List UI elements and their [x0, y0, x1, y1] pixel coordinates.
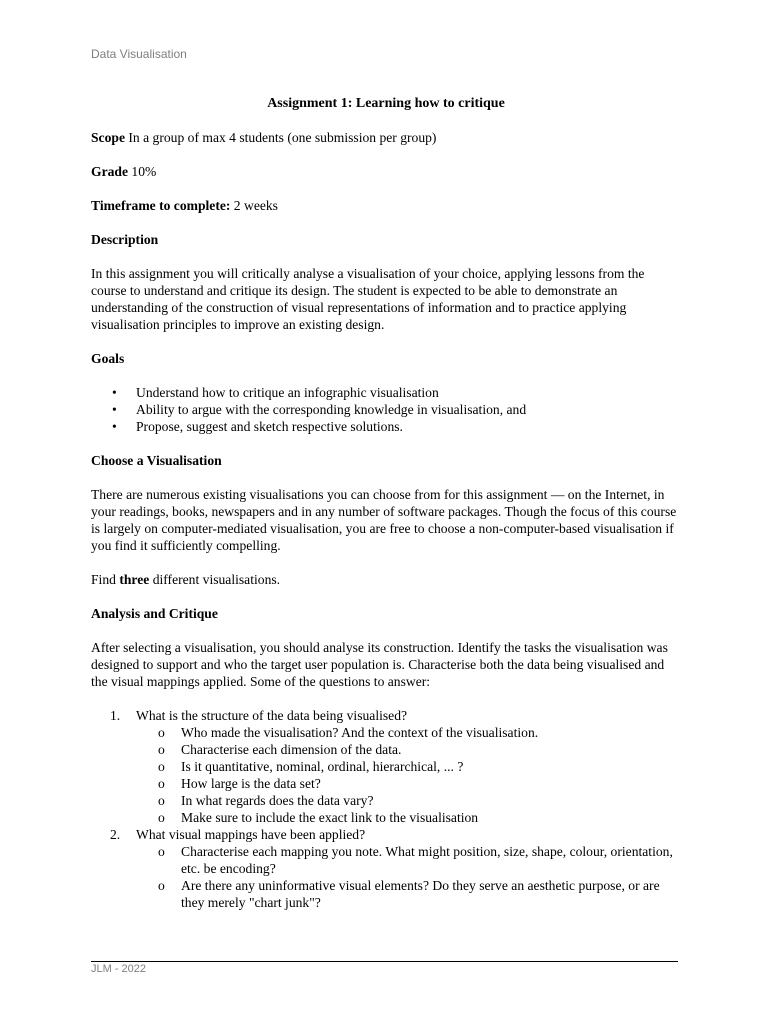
circle-bullet-icon: o — [158, 725, 165, 740]
list-item — [136, 775, 681, 792]
circle-bullet-icon: o — [158, 776, 165, 791]
timeframe-line — [91, 197, 681, 214]
list-item — [136, 809, 681, 826]
bullet-icon: • — [112, 385, 117, 400]
timeframe-label: Timeframe to complete: — [91, 198, 231, 213]
scope-label: Scope — [91, 130, 125, 145]
find-post: different visualisations. — [149, 572, 281, 587]
list-item — [136, 758, 681, 775]
question-item — [91, 707, 681, 826]
document-body — [91, 95, 681, 911]
circle-bullet-icon: o — [158, 759, 165, 774]
question-number: 1. — [110, 708, 121, 723]
timeframe-text: 2 weeks — [230, 198, 278, 213]
description-text: In this assignment you will critically analyse a visualisation of your choice, applying lessons from the course to understand and critique its design. The student is expected to be able to demonstrate an understanding of the construction of visual representations of information and to practice applying visualisation principles to improve an existing design. — [91, 266, 645, 332]
page-footer: JLM - 2022 — [91, 963, 147, 975]
sub-text: Make sure to include the exact link to the visualisation — [181, 810, 479, 825]
sub-text: Who made the visualisation? And the context of the visualisation. — [181, 725, 539, 740]
find-line — [91, 571, 681, 588]
scope-line — [91, 129, 681, 146]
list-item — [91, 384, 681, 401]
circle-bullet-icon: o — [158, 810, 165, 825]
choose-heading: Choose a Visualisation — [91, 453, 222, 468]
list-item — [136, 877, 681, 911]
find-pre: Find — [91, 572, 120, 587]
circle-bullet-icon: o — [158, 793, 165, 808]
bullet-icon: • — [112, 419, 117, 434]
list-item — [136, 843, 681, 877]
goal-text: Propose, suggest and sketch respective solutions. — [136, 419, 403, 434]
goal-text: Ability to argue with the corresponding knowledge in visualisation, and — [136, 402, 527, 417]
sub-list — [136, 724, 681, 826]
questions-list — [91, 707, 681, 911]
sub-text: Characterise each dimension of the data. — [181, 742, 402, 757]
analysis-text: After selecting a visualisation, you should analyse its construction. Identify the tasks the visualisation was designed to support and who the target user population is. Characterise both the data being visualised and the visual mappings applied. Some of the questions to answer: — [91, 640, 668, 689]
sub-text: Is it quantitative, nominal, ordinal, hierarchical, ... ? — [181, 759, 464, 774]
sub-text: Characterise each mapping you note. What might position, size, shape, colour, orientation, etc. be encoding? — [181, 844, 673, 876]
goals-heading: Goals — [91, 351, 125, 366]
footer-divider — [91, 961, 678, 962]
question-text: What is the structure of the data being visualised? — [136, 708, 408, 723]
list-item — [136, 792, 681, 809]
goal-text: Understand how to critique an infographic visualisation — [136, 385, 439, 400]
description-heading: Description — [91, 232, 159, 247]
list-item — [91, 418, 681, 435]
sub-text: How large is the data set? — [181, 776, 321, 791]
scope-text: In a group of max 4 students (one submission per group) — [124, 130, 437, 145]
grade-text: 10% — [128, 164, 157, 179]
circle-bullet-icon: o — [158, 844, 165, 859]
sub-text: In what regards does the data vary? — [181, 793, 374, 808]
circle-bullet-icon: o — [158, 878, 165, 893]
sub-list — [136, 843, 681, 911]
sub-text: Are there any uninformative visual elements? Do they serve an aesthetic purpose, or are they merely "chart junk"? — [181, 878, 660, 910]
choose-text: There are numerous existing visualisations you can choose from for this assignment — on the Internet, in your readings, books, newspapers and in any number of software packages. Though the focus of this course is largely on computer-mediated visualisation, you are free to choose a non-computer-based visualisation if you find it sufficiently compelling. — [91, 487, 677, 553]
grade-line — [91, 163, 681, 180]
grade-label: Grade — [91, 164, 128, 179]
question-number: 2. — [110, 827, 121, 842]
question-text: What visual mappings have been applied? — [136, 827, 366, 842]
list-item — [136, 741, 681, 758]
page-header: Data Visualisation — [91, 47, 187, 61]
circle-bullet-icon: o — [158, 742, 165, 757]
find-bold: three — [119, 572, 150, 587]
document-title: Assignment 1: Learning how to critique — [267, 96, 505, 111]
list-item — [136, 724, 681, 741]
bullet-icon: • — [112, 402, 117, 417]
list-item — [91, 401, 681, 418]
question-item — [91, 826, 681, 911]
analysis-heading: Analysis and Critique — [91, 606, 218, 621]
goals-list — [91, 384, 681, 435]
